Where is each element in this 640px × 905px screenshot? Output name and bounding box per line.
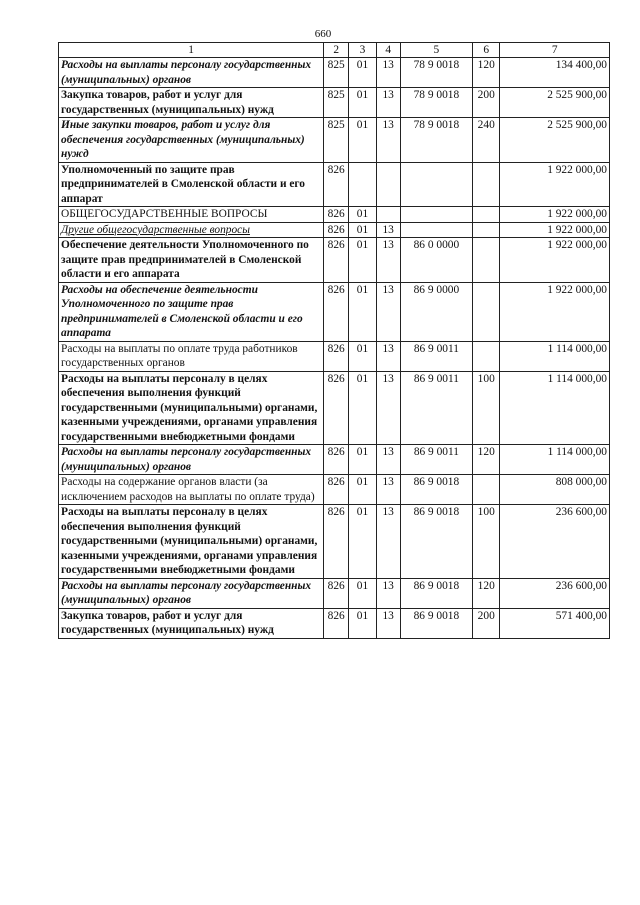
row-code-cell: 826 — [324, 445, 349, 475]
header-col-4: 4 — [376, 43, 400, 58]
header-col-6: 6 — [473, 43, 500, 58]
row-csr-cell — [400, 162, 472, 207]
header-col-1: 1 — [59, 43, 324, 58]
row-subsection-cell: 13 — [376, 578, 400, 608]
row-subsection-cell: 13 — [376, 238, 400, 283]
row-csr-cell: 86 9 0011 — [400, 371, 472, 445]
row-section-cell: 01 — [349, 578, 376, 608]
row-code-cell: 826 — [324, 341, 349, 371]
row-sum-cell: 2 525 900,00 — [500, 88, 610, 118]
row-csr-cell: 78 9 0018 — [400, 58, 472, 88]
row-section-cell: 01 — [349, 341, 376, 371]
row-vr-cell: 120 — [473, 578, 500, 608]
row-sum-cell: 571 400,00 — [500, 608, 610, 638]
table-row — [59, 118, 610, 163]
row-name-cell: Расходы на содержание органов власти (за исключением расходов на выплаты по оплате труда) — [59, 475, 324, 505]
header-col-2: 2 — [324, 43, 349, 58]
budget-table — [58, 42, 610, 639]
row-code-cell: 826 — [324, 162, 349, 207]
row-name-cell: Иные закупки товаров, работ и услуг для обеспечения государственных (муниципальных) нужд — [59, 118, 324, 163]
row-name-cell: Расходы на обеспечение деятельности Уполномоченного по защите прав предпринимателей в Смоленской области и его аппарата — [59, 282, 324, 341]
row-vr-cell: 200 — [473, 608, 500, 638]
row-vr-cell — [473, 162, 500, 207]
table-row — [59, 88, 610, 118]
row-sum-cell: 1 922 000,00 — [500, 162, 610, 207]
row-code-cell: 826 — [324, 475, 349, 505]
row-sum-cell: 2 525 900,00 — [500, 118, 610, 163]
row-vr-cell: 100 — [473, 505, 500, 579]
row-subsection-cell: 13 — [376, 58, 400, 88]
row-sum-cell: 1 114 000,00 — [500, 445, 610, 475]
row-section-cell — [349, 162, 376, 207]
table-row — [59, 162, 610, 207]
row-section-cell: 01 — [349, 371, 376, 445]
row-code-cell: 826 — [324, 505, 349, 579]
row-code-cell: 825 — [324, 58, 349, 88]
row-subsection-cell: 13 — [376, 222, 400, 238]
row-vr-cell: 200 — [473, 88, 500, 118]
row-sum-cell: 236 600,00 — [500, 578, 610, 608]
row-section-cell: 01 — [349, 282, 376, 341]
row-name-cell: Закупка товаров, работ и услуг для государственных (муниципальных) нужд — [59, 608, 324, 638]
row-csr-cell — [400, 207, 472, 223]
row-subsection-cell: 13 — [376, 371, 400, 445]
row-name-cell: ОБЩЕГОСУДАРСТВЕННЫЕ ВОПРОСЫ — [59, 207, 324, 223]
row-csr-cell: 86 9 0018 — [400, 578, 472, 608]
table-row — [59, 578, 610, 608]
table-row — [59, 238, 610, 283]
row-sum-cell: 1 114 000,00 — [500, 371, 610, 445]
row-vr-cell: 100 — [473, 371, 500, 445]
table-body — [59, 58, 610, 639]
row-section-cell: 01 — [349, 222, 376, 238]
row-vr-cell — [473, 238, 500, 283]
header-col-3: 3 — [349, 43, 376, 58]
row-name-cell: Другие общегосударственные вопросы — [59, 222, 324, 238]
row-subsection-cell: 13 — [376, 608, 400, 638]
row-subsection-cell: 13 — [376, 505, 400, 579]
row-sum-cell: 1 922 000,00 — [500, 207, 610, 223]
row-subsection-cell — [376, 162, 400, 207]
row-name-cell: Обеспечение деятельности Уполномоченного по защите прав предпринимателей в Смоленской области и его аппарата — [59, 238, 324, 283]
row-vr-cell — [473, 222, 500, 238]
row-section-cell: 01 — [349, 505, 376, 579]
table-header-row — [59, 43, 610, 58]
row-subsection-cell — [376, 207, 400, 223]
row-name-cell: Уполномоченный по защите прав предпринимателей в Смоленской области и его аппарат — [59, 162, 324, 207]
table-row — [59, 222, 610, 238]
row-csr-cell: 86 9 0018 — [400, 608, 472, 638]
row-csr-cell: 86 9 0011 — [400, 445, 472, 475]
row-csr-cell: 86 9 0018 — [400, 475, 472, 505]
row-name-cell: Расходы на выплаты персоналу в целях обеспечения выполнения функций государственными (муниципальными) органами, казенными учреждениями, органами управления государственными внебюджетными фондами — [59, 371, 324, 445]
table-row — [59, 341, 610, 371]
row-csr-cell: 78 9 0018 — [400, 118, 472, 163]
row-code-cell: 826 — [324, 578, 349, 608]
row-code-cell: 826 — [324, 608, 349, 638]
row-name-cell: Расходы на выплаты по оплате труда работников государственных органов — [59, 341, 324, 371]
row-sum-cell: 134 400,00 — [500, 58, 610, 88]
row-sum-cell: 1 114 000,00 — [500, 341, 610, 371]
row-subsection-cell: 13 — [376, 88, 400, 118]
row-csr-cell — [400, 222, 472, 238]
row-sum-cell: 236 600,00 — [500, 505, 610, 579]
row-sum-cell: 1 922 000,00 — [500, 222, 610, 238]
row-subsection-cell: 13 — [376, 282, 400, 341]
row-sum-cell: 1 922 000,00 — [500, 282, 610, 341]
header-col-7: 7 — [500, 43, 610, 58]
table-row — [59, 445, 610, 475]
page-number: 660 — [314, 28, 332, 40]
row-sum-cell: 808 000,00 — [500, 475, 610, 505]
table-row — [59, 505, 610, 579]
row-subsection-cell: 13 — [376, 475, 400, 505]
row-subsection-cell: 13 — [376, 445, 400, 475]
row-csr-cell: 86 0 0000 — [400, 238, 472, 283]
row-section-cell: 01 — [349, 445, 376, 475]
row-name-cell: Расходы на выплаты персоналу в целях обеспечения выполнения функций государственными (муниципальными) органами, казенными учреждениями, органами управления государственными внебюджетными фондами — [59, 505, 324, 579]
row-vr-cell — [473, 207, 500, 223]
row-section-cell: 01 — [349, 118, 376, 163]
table-row — [59, 475, 610, 505]
row-section-cell: 01 — [349, 58, 376, 88]
row-section-cell: 01 — [349, 608, 376, 638]
row-vr-cell — [473, 475, 500, 505]
row-name-cell: Закупка товаров, работ и услуг для государственных (муниципальных) нужд — [59, 88, 324, 118]
row-csr-cell: 78 9 0018 — [400, 88, 472, 118]
row-csr-cell: 86 9 0018 — [400, 505, 472, 579]
row-subsection-cell: 13 — [376, 118, 400, 163]
table-row — [59, 207, 610, 223]
row-section-cell: 01 — [349, 238, 376, 283]
header-col-5: 5 — [400, 43, 472, 58]
row-code-cell: 825 — [324, 88, 349, 118]
row-vr-cell: 240 — [473, 118, 500, 163]
row-csr-cell: 86 9 0011 — [400, 341, 472, 371]
row-code-cell: 826 — [324, 371, 349, 445]
table-row — [59, 608, 610, 638]
row-subsection-cell: 13 — [376, 341, 400, 371]
row-sum-cell: 1 922 000,00 — [500, 238, 610, 283]
row-name-cell: Расходы на выплаты персоналу государственных (муниципальных) органов — [59, 58, 324, 88]
table-row — [59, 282, 610, 341]
row-vr-cell: 120 — [473, 445, 500, 475]
table-row — [59, 371, 610, 445]
row-vr-cell — [473, 282, 500, 341]
row-code-cell: 826 — [324, 222, 349, 238]
row-section-cell: 01 — [349, 475, 376, 505]
table-row — [59, 58, 610, 88]
row-code-cell: 826 — [324, 282, 349, 341]
row-vr-cell — [473, 341, 500, 371]
row-code-cell: 826 — [324, 238, 349, 283]
row-code-cell: 825 — [324, 118, 349, 163]
row-csr-cell: 86 9 0000 — [400, 282, 472, 341]
row-name-cell: Расходы на выплаты персоналу государственных (муниципальных) органов — [59, 445, 324, 475]
row-section-cell: 01 — [349, 88, 376, 118]
row-name-cell: Расходы на выплаты персоналу государственных (муниципальных) органов — [59, 578, 324, 608]
row-vr-cell: 120 — [473, 58, 500, 88]
row-section-cell: 01 — [349, 207, 376, 223]
row-code-cell: 826 — [324, 207, 349, 223]
